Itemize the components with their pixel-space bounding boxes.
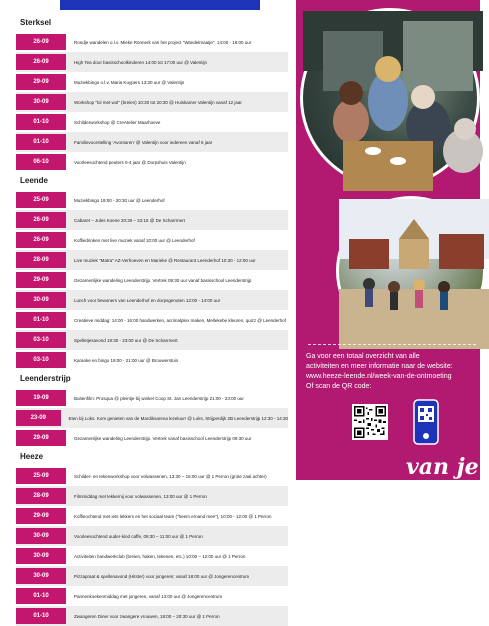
event-description: Pannenkoekenmiddag met jongeren, vanaf 13:00 uur @ Jongerencentrum [74,593,223,599]
date-badge: 30-09 [16,94,66,110]
date-badge: 30-09 [16,548,66,564]
date-badge: 28-09 [16,488,66,504]
date-badge: 30-09 [16,568,66,584]
schedule-row [16,32,288,52]
event-description: Buitenfilm: Prosqua @ pleintje bij winkel Coop St. Jan Leenderstrijp 21:00 - 23:00 uur [74,395,244,401]
schedule-row [16,230,288,250]
date-badge: 03-10 [16,332,66,348]
schedule-row [16,566,288,586]
event-description: Creatieve middag: 14:00 - 16:00 handwerken, acrimalplex maken, Mellekebe kleuren, quizz @ Leenderhof [74,317,286,323]
info-line-4: Of scan de QR code: [306,383,372,390]
schedule-row [16,606,288,626]
schedule-row [16,92,288,112]
date-badge: 26-09 [16,54,66,70]
event-description: Koffieochtend met iets lekkers en het sociaal team ("heem ernand mee"), 10:00 - 12:00 @ 1 Perron [74,513,272,519]
schedule-column [16,14,288,619]
schedule-row [16,466,288,486]
event-description: Voorleesochtend ouder-kind caffe, 09:30 – 11:00 uur @ 1 Perron [74,533,203,539]
photo-people-cafe [300,8,480,188]
event-description: Voorleesochtend peuters 0-4 jaar @ Dorpshuis Valentijn [74,159,186,165]
event-description: Spelletjesavond 19:30 - 23:00 uur @ De Scharrmert [74,337,178,343]
photo-playground-illustration [339,199,489,349]
event-description: Koffiedrinken met live muziek vanaf 10:00 uur @ Leenderhof [74,237,195,243]
phone-scan-icon [412,398,440,446]
schedule-row [16,52,288,72]
qr-code-icon[interactable] [352,404,388,440]
schedule-row [16,350,288,370]
date-badge: 29-09 [16,74,66,90]
section-header: Sterksel [16,14,288,32]
dashed-divider [308,344,476,345]
date-badge: 06-10 [16,154,66,170]
event-description: Gezamenlijke wandeling Leenderstrijp. Vertrek 09:30 uur vanaf basisschool Leenderstrijp [74,277,252,283]
schedule-row [16,72,288,92]
schedule-row [16,112,288,132]
date-badge: 01-10 [16,608,66,624]
event-description: High Tea door basisschoolkinderen 14:00 tot 17:00 uur @ Valentijn [74,59,207,65]
event-description: Schilderworkshop @ CreAtelier Maarhoeve [74,119,161,125]
date-badge: 28-09 [16,252,66,268]
date-badge: 01-10 [16,114,66,130]
event-description: Lunch voor bewoners van Leenderhof en dorpsgenoten 12:00 - 14:00 uur [74,297,221,303]
event-description: Eten bij Loks. Kom genieten van de Mardiksarena lezeluur! @ Loks, Strijperdijk 2B Leenderstrijp 12:30 - 14:30 [68,415,288,421]
info-panel [296,0,480,480]
event-description: Live muziek "Matra" AZ-Verhoeven en Marieke @ Restaurant Leenderhof 10:30 - 12:00 uur [74,257,256,263]
date-badge: 01-10 [16,312,66,328]
schedule-row [16,428,288,448]
date-badge: 26-09 [16,232,66,248]
schedule-row [16,310,288,330]
date-badge: 30-09 [16,292,66,308]
schedule-row [16,586,288,606]
schedule-row [16,190,288,210]
schedule-row [16,408,288,428]
photo-cafe-illustration [303,11,483,191]
info-line-1: Ga voor een totaal overzicht van alle [306,353,420,360]
info-website-link[interactable]: www.heeze-leende.nl/week-van-de-ontmoeting [306,373,452,380]
photo-playground [336,196,486,346]
section-header: Heeze [16,448,288,466]
schedule-row [16,250,288,270]
info-text [306,352,474,392]
schedule-row [16,132,288,152]
event-description: Muziekbingo o.l.v. Maria Kuypers 13:30 uur @ Valentijn [74,79,185,85]
schedule-row [16,486,288,506]
schedule-row [16,290,288,310]
event-description: Activiteiten handwerkclub (breien, haken, tekenen, etc.) 10:00 – 12:00 uur @ 1 Perron [74,553,246,559]
date-badge: 23-09 [16,410,61,426]
event-description: Workshop "lol met wol" (breien) 10:30 tot 20:30 @ Huiskamer Valentijn vanaf 12 jaar [74,99,242,105]
date-badge: 29-09 [16,430,66,446]
date-badge: 25-09 [16,192,66,208]
schedule-row [16,388,288,408]
event-description: Pizzapraat & spellenavond (Hitster) voor jongeren; vanaf 18:00 uur @ Jongerencentrum [74,573,250,579]
schedule-row [16,270,288,290]
event-description: Karaoke en bingo 19:00 - 21:00 uur @ Brouwerstuin [74,357,179,363]
schedule-row [16,330,288,350]
event-description: Schilder- en tekenworkshop voor volwassenen, 13:30 – 16:00 uur @ 1 Perron (grote zaal achter) [74,473,267,479]
schedule-row [16,546,288,566]
event-description: Zwangeren Diner voor zwangere vrouwen, 18:00 – 20:30 uur @ 1 Perron [74,613,220,619]
top-band-blue [60,0,260,10]
event-description: Rondje wandelen o.l.v. Mieke Rönnerk van het project "Wandelmaatje". 14:00 - 16:00 uur [74,39,252,45]
event-description: Cabaret – Jules Koene 20:30 – 22:15 @ De Scharrmert [74,217,185,223]
info-line-2: activiteiten en meer informatie naar de website: [306,363,453,370]
date-badge: 01-10 [16,134,66,150]
date-badge: 26-09 [16,212,66,228]
event-description: Muziekbingo 19:00 - 20:30 uur @ Leenderhof [74,197,165,203]
schedule-row [16,210,288,230]
schedule-row [16,526,288,546]
date-badge: 29-09 [16,508,66,524]
section-header: Leenderstrijp [16,370,288,388]
event-description: Gezamenlijke wandeling Leenderstrijp. Vertrek vanaf basisschool Leenderstrijp 09:30 uur [74,435,252,441]
section-header: Leende [16,172,288,190]
schedule-row [16,152,288,172]
event-description: Filmmiddag met lekkernij voor volwassenen, 13:00 uur @ 1 Perron [74,493,207,499]
date-badge: 03-10 [16,352,66,368]
date-badge: 30-09 [16,528,66,544]
date-badge: 25-09 [16,468,66,484]
schedule-row [16,506,288,526]
date-badge: 19-09 [16,390,66,406]
event-description: Familievoorstelling 'Avonturen' @ Valentijn voor iedereen vanaf 6 jaar [74,139,213,145]
date-badge: 26-09 [16,34,66,50]
date-badge: 29-09 [16,272,66,288]
bottom-script-text: van je [406,454,479,480]
date-badge: 01-10 [16,588,66,604]
